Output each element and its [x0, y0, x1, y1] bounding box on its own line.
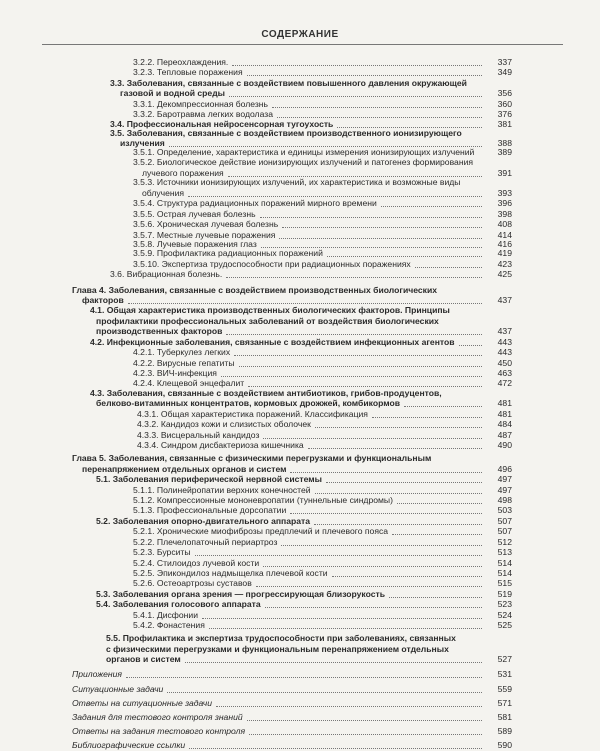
page-number: 360 — [497, 99, 512, 109]
toc-entry-title: 5.2.2. Плечелопаточный периартроз — [133, 537, 278, 547]
page-number: 437 — [497, 326, 512, 336]
page-number: 463 — [497, 368, 512, 378]
page-number: 581 — [497, 712, 512, 722]
toc-entry-title: лучевого поражения — [142, 168, 224, 178]
toc-entry-title: Глава 5. Заболевания, связанные с физическими перегрузками и функциональным — [72, 453, 432, 463]
toc-entry-title: 5.4.2. Фонастения — [133, 620, 205, 630]
page-number: 515 — [497, 578, 512, 588]
toc-entry-title: 3.3.1. Декомпрессионная болезнь — [133, 99, 269, 109]
toc-entry-title: 3.3.2. Баротравма легких водолаза — [133, 109, 273, 119]
page-number: 389 — [497, 147, 512, 157]
toc-entry-title: 3.4. Профессиональная нейросенсорная тугоухость — [110, 119, 334, 129]
page-number: 349 — [497, 67, 512, 77]
dot-leader — [282, 227, 482, 228]
dot-leader — [459, 345, 482, 346]
page-number: 356 — [497, 88, 512, 98]
dot-leader — [249, 734, 482, 735]
toc-entry-title: газовой и водной среды — [120, 88, 226, 98]
toc-entry-title: Библиографические ссылки — [72, 740, 186, 750]
page-number: 513 — [497, 547, 512, 557]
page-number: 398 — [497, 209, 512, 219]
page-number: 512 — [497, 537, 512, 547]
toc-entry-title: 3.5.9. Профилактика радиационных поражений — [133, 248, 323, 258]
toc-entry-title: органов и систем — [106, 654, 181, 664]
dot-leader — [256, 586, 482, 587]
toc-entry-title: 5.4. Заболевания голосового аппарата — [96, 599, 261, 609]
dot-leader — [281, 545, 482, 546]
toc-entry-title: перенапряжением отдельных органов и систем — [82, 464, 287, 474]
toc-entry-title: 5.2.5. Эпикондилоз надмыщелка плечевой кости — [133, 568, 328, 578]
page-number: 450 — [497, 358, 512, 368]
dot-leader — [392, 534, 482, 535]
toc-entry-title: 4.2.3. ВИЧ-инфекция — [133, 368, 217, 378]
page-number: 391 — [497, 168, 512, 178]
toc-entry-title: Приложения — [72, 669, 123, 679]
dot-leader — [315, 493, 482, 494]
page-number: 414 — [497, 230, 512, 240]
toc-entry-title: 5.2.4. Стилоидоз лучевой кости — [133, 558, 260, 568]
dot-leader — [308, 448, 482, 449]
toc-entry-title: 3.5.4. Структура радиационных поражений мирного времени — [133, 198, 377, 208]
toc-entry-title: 3.5.5. Острая лучевая болезнь — [133, 209, 256, 219]
page-number: 507 — [497, 516, 512, 526]
dot-leader — [128, 303, 482, 304]
dot-leader — [290, 513, 482, 514]
toc-entry-title: 5.4.1. Дисфонии — [133, 610, 199, 620]
toc-entry-title: 3.6. Вибрационная болезнь. — [110, 269, 223, 279]
dot-leader — [314, 524, 482, 525]
page-number: 419 — [497, 248, 512, 258]
toc-entry-title: 4.1. Общая характеристика производственных биологических факторов. Принципы — [90, 305, 450, 315]
toc-entry-title: 4.3.3. Висцеральный кандидоз — [137, 430, 260, 440]
page-number: 524 — [497, 610, 512, 620]
page-number: 472 — [497, 378, 512, 388]
dot-leader — [248, 386, 482, 387]
dot-leader — [397, 503, 482, 504]
page-number: 443 — [497, 347, 512, 357]
toc-entry-title: 3.3. Заболевания, связанные с воздействием повышенного давления окружающей — [110, 78, 467, 88]
page-number: 484 — [497, 419, 512, 429]
dot-leader — [167, 692, 482, 693]
dot-leader — [272, 107, 482, 108]
page-number: 519 — [497, 589, 512, 599]
dot-leader — [216, 706, 482, 707]
dot-leader — [326, 482, 482, 483]
toc-entry-title: 3.5.1. Определение, характеристика и единицы измерения ионизирующих излучений — [133, 147, 475, 157]
page-number: 425 — [497, 269, 512, 279]
dot-leader — [290, 472, 482, 473]
toc-entry-title: 5.2.3. Бурситы — [133, 547, 191, 557]
dot-leader — [315, 427, 482, 428]
toc-entry-title: Ситуационные задачи — [72, 684, 164, 694]
dot-leader — [404, 406, 482, 407]
page-number: 443 — [497, 337, 512, 347]
page-number: 487 — [497, 430, 512, 440]
toc-entry-title: 5.1.1. Полинейропатии верхних конечностей — [133, 485, 311, 495]
toc-entry-title: 5.1.2. Компрессионные мононевропатии (туннельные синдромы) — [133, 495, 393, 505]
toc-entry-title: Ответы на ситуационные задачи — [72, 698, 212, 708]
page-number: 481 — [497, 409, 512, 419]
dot-leader — [126, 677, 482, 678]
toc-entry-title: 5.3. Заболевания органа зрения — прогрессирующая близорукость — [96, 589, 386, 599]
page-number: 388 — [497, 138, 512, 148]
toc-entry-title: Ответы на задания тестового контроля — [72, 726, 246, 736]
dot-leader — [189, 748, 482, 749]
page-number: 337 — [497, 57, 512, 67]
page-number: 416 — [497, 239, 512, 249]
dot-leader — [195, 555, 482, 556]
page-number: 408 — [497, 219, 512, 229]
page-number: 396 — [497, 198, 512, 208]
toc-entry-title: 4.2.1. Туберкулез легких — [133, 347, 231, 357]
toc-entry-title: факторов — [82, 295, 124, 305]
toc-entry-title: 3.5.6. Хроническая лучевая болезнь — [133, 219, 279, 229]
dot-leader — [185, 662, 482, 663]
dot-leader — [221, 376, 482, 377]
page-number: 376 — [497, 109, 512, 119]
toc-entry-title: излучения — [120, 138, 165, 148]
dot-leader — [247, 720, 482, 721]
dot-leader — [265, 607, 482, 608]
toc-entry-title: 4.2.4. Клещевой энцефалит — [133, 378, 245, 388]
dot-leader — [389, 597, 482, 598]
page-number: 437 — [497, 295, 512, 305]
dot-leader — [247, 75, 482, 76]
toc-entry-title: 3.5.7. Местные лучевые поражения — [133, 230, 276, 240]
page-number: 503 — [497, 505, 512, 515]
page-number: 498 — [497, 495, 512, 505]
dot-leader — [202, 618, 482, 619]
page-number: 514 — [497, 568, 512, 578]
page-number: 497 — [497, 474, 512, 484]
dot-leader — [188, 196, 482, 197]
toc-entry-title: производственных факторов — [96, 326, 223, 336]
toc-entry-title: 5.2.6. Остеоартрозы суставов — [133, 578, 252, 588]
dot-leader — [263, 566, 482, 567]
toc-entry-title: 3.5.2. Биологическое действие ионизирующих излучений и патогенез формирования — [133, 157, 474, 167]
toc-entry-title: 4.3.1. Общая характеристика поражений. Классификация — [137, 409, 368, 419]
toc-entry-title: 5.5. Профилактика и экспертиза трудоспособности при заболеваниях, связанных — [106, 633, 456, 643]
dot-leader — [381, 206, 482, 207]
dot-leader — [260, 217, 482, 218]
toc-entry-title: 3.5.8. Лучевые поражения глаз — [133, 239, 257, 249]
dot-leader — [279, 238, 482, 239]
page-number: 514 — [497, 558, 512, 568]
page-number: 525 — [497, 620, 512, 630]
dot-leader — [327, 256, 482, 257]
toc-entry-title: 3.5.10. Экспертиза трудоспособности при радиационных поражениях — [133, 259, 411, 269]
toc-entry-title: Задания для тестового контроля знаний — [72, 712, 243, 722]
page-number: 590 — [497, 740, 512, 750]
dot-leader — [232, 65, 482, 66]
page-header: СОДЕРЖАНИЕ — [261, 29, 339, 40]
toc-entry-title: 3.2.2. Переохлаждения. — [133, 57, 229, 67]
toc-entry-title: 3.5.3. Источники ионизирующих излучений, их характеристика и возможные виды — [133, 177, 461, 187]
page-number: 531 — [497, 669, 512, 679]
toc-entry-title: профилактики профессиональных заболеваний от воздействия биологических — [96, 316, 439, 326]
page-number: 571 — [497, 698, 512, 708]
page-number: 490 — [497, 440, 512, 450]
toc-entry-title: 4.3. Заболевания, связанные с воздействием антибиотиков, грибов-продуцентов, — [90, 388, 442, 398]
toc-entry-title: 4.3.4. Синдром дисбактериоза кишечника — [137, 440, 304, 450]
toc-entry-title: 3.2.3. Тепловые поражения — [133, 67, 243, 77]
page-number: 523 — [497, 599, 512, 609]
page-number: 507 — [497, 526, 512, 536]
page-number: 481 — [497, 398, 512, 408]
dot-leader — [263, 438, 482, 439]
toc-entry-title: белково-витаминных концентратов, кормовых дрожжей, комбикормов — [96, 398, 400, 408]
toc-entry-title: 4.2.2. Вирусные гепатиты — [133, 358, 235, 368]
page-number: 497 — [497, 485, 512, 495]
dot-leader — [226, 334, 482, 335]
toc-entry-title: 3.5. Заболевания, связанные с воздействием производственного ионизирующего — [110, 128, 462, 138]
dot-leader — [209, 628, 482, 629]
toc-entry-title: с физическими перегрузками и функциональным перенапряжением отдельных — [106, 644, 449, 654]
toc-entry-title: 5.2. Заболевания опорно-двигательного аппарата — [96, 516, 311, 526]
toc-entry-title: 5.2.1. Хронические миофиброзы предплечий и плечевого пояса — [133, 526, 389, 536]
page-number: 589 — [497, 726, 512, 736]
dot-leader — [226, 277, 482, 278]
toc-entry-title: 5.1. Заболевания периферической нервной системы — [96, 474, 322, 484]
dot-leader — [234, 355, 482, 356]
dot-leader — [372, 417, 482, 418]
dot-leader — [277, 117, 482, 118]
toc-entry-title: облучения — [142, 188, 185, 198]
toc-entry-title: 5.1.3. Профессиональные дорсопатии — [133, 505, 287, 515]
toc-entry-title: Глава 4. Заболевания, связанные с воздействием производственных биологических — [72, 285, 438, 295]
toc-entry-title: 4.2. Инфекционные заболевания, связанные с воздействием инфекционных агентов — [90, 337, 455, 347]
dot-leader — [239, 366, 482, 367]
dot-leader — [415, 267, 482, 268]
dot-leader — [229, 96, 482, 97]
page-number: 496 — [497, 464, 512, 474]
toc-entry-title: 4.3.2. Кандидоз кожи и слизистых оболочек — [137, 419, 311, 429]
page-number: 559 — [497, 684, 512, 694]
dot-leader — [332, 576, 482, 577]
page-number: 527 — [497, 654, 512, 664]
page-number: 381 — [497, 119, 512, 129]
page-number: 423 — [497, 259, 512, 269]
page-number: 393 — [497, 188, 512, 198]
